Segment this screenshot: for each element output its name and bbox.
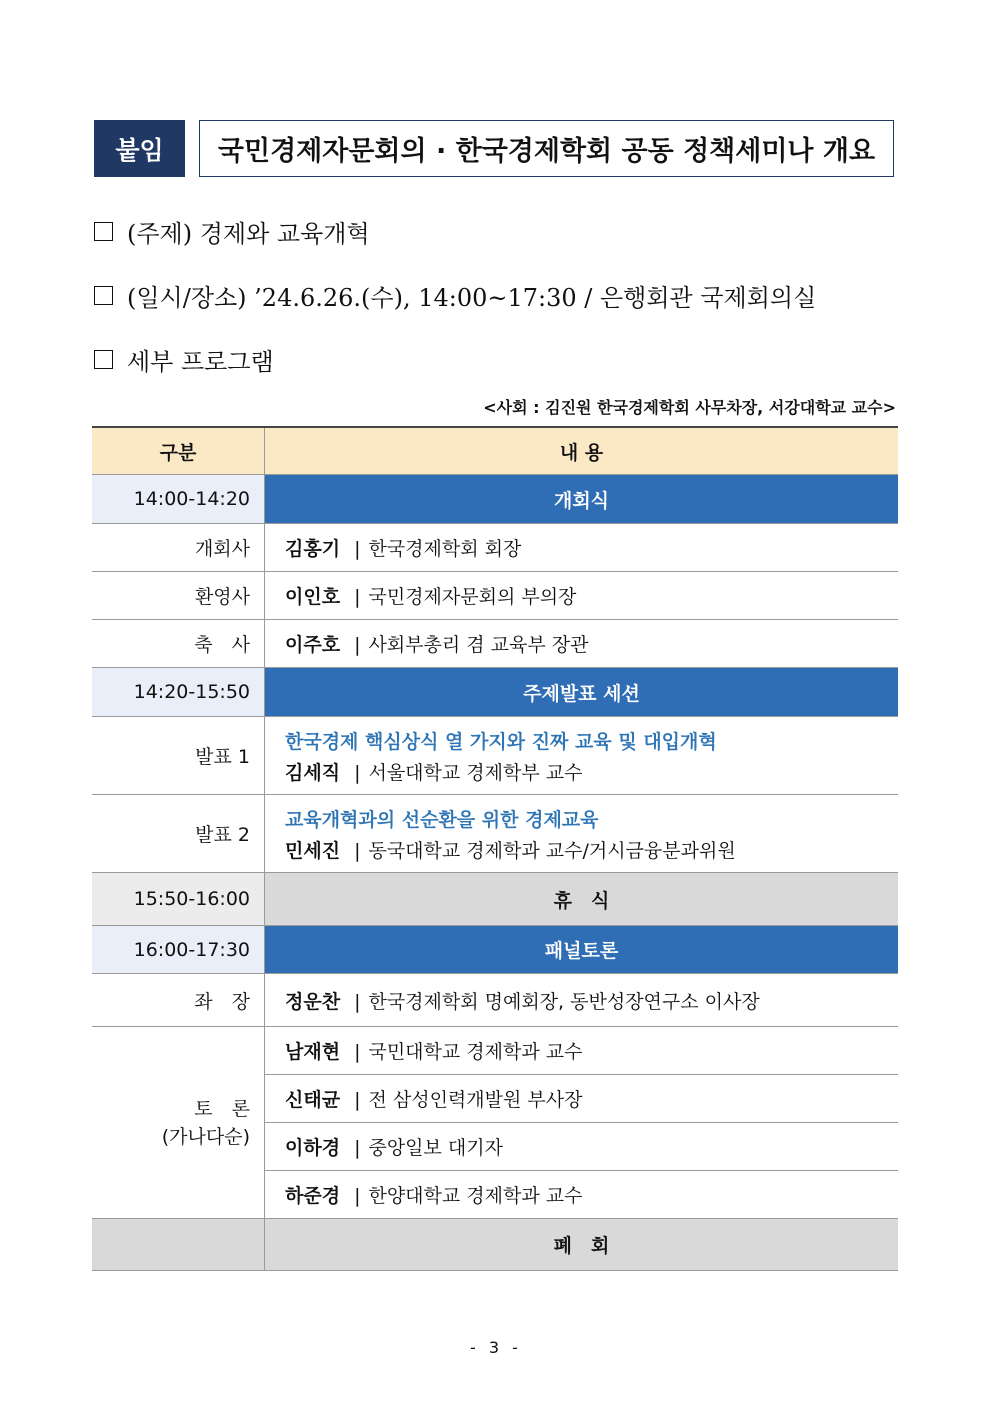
speaker-role: 서울대학교 경제학부 교수 <box>368 761 583 784</box>
presentation-title: 교육개혁과의 선순환을 위한 경제교육 <box>285 808 599 831</box>
header-category: 구분 <box>92 427 265 475</box>
row-content <box>265 620 899 668</box>
speaker-name: 민세진 <box>285 839 341 862</box>
session-section-row <box>92 668 898 717</box>
speaker-name: 정운찬 <box>285 990 341 1013</box>
speaker-name: 김세직 <box>285 761 341 784</box>
row-content <box>265 717 899 795</box>
row-content <box>265 974 899 1027</box>
speaker-name: 김홍기 <box>285 538 341 560</box>
bullet-datetime-text: (일시/장소) ’24.6.26.(수), 14:00~17:30 / 은행회관 국제회의실 <box>127 284 817 312</box>
speaker-role: 사회부총리 겸 교육부 장관 <box>368 634 589 656</box>
header-content: 내 용 <box>265 427 899 475</box>
row-label: 발표 1 <box>92 717 265 795</box>
speaker-role: 국민경제자문회의 부의장 <box>368 586 577 608</box>
speaker-role: 동국대학교 경제학과 교수/거시금융분과위원 <box>368 839 736 862</box>
bullet-program <box>94 342 274 377</box>
row-content <box>265 572 899 620</box>
speaker-name: 이인호 <box>285 586 341 608</box>
panel-section-row <box>92 926 898 974</box>
speaker-name: 하준경 <box>285 1185 341 1207</box>
break-time: 15:50-16:00 <box>92 873 265 926</box>
table-row <box>92 1027 898 1075</box>
speaker-role: 중앙일보 대기자 <box>368 1137 503 1159</box>
checkbox-square-icon <box>94 222 113 241</box>
separator: | <box>354 586 361 608</box>
speaker-role: 한양대학교 경제학과 교수 <box>368 1185 583 1207</box>
discussants-order: (가나다순) <box>161 1125 250 1148</box>
table-header-row <box>92 427 898 475</box>
table-row <box>92 717 898 795</box>
panel-time: 16:00-17:30 <box>92 926 265 974</box>
break-title: 휴 식 <box>265 873 899 926</box>
row-label: 발표 2 <box>92 795 265 873</box>
row-label: 개회사 <box>92 524 265 572</box>
session-time: 14:20-15:50 <box>92 668 265 717</box>
separator: | <box>354 1041 361 1063</box>
row-content <box>265 1123 899 1171</box>
table-row <box>92 974 898 1027</box>
speaker-role: 한국경제학회 회장 <box>368 538 522 560</box>
row-content <box>265 1027 899 1075</box>
separator: | <box>354 839 361 862</box>
opening-title: 개회식 <box>265 475 899 524</box>
separator: | <box>354 761 361 784</box>
bullet-topic-text: (주제) 경제와 교육개혁 <box>127 220 370 248</box>
break-section-row <box>92 873 898 926</box>
row-content <box>265 524 899 572</box>
attachment-badge: 붙임 <box>94 120 185 177</box>
closing-section-row <box>92 1219 898 1271</box>
row-label: 축 사 <box>92 620 265 668</box>
speaker-role: 국민대학교 경제학과 교수 <box>368 1041 583 1063</box>
separator: | <box>354 1185 361 1207</box>
moderator-note: <사회 : 김진원 한국경제학회 사무차장, 서강대학교 교수> <box>483 398 896 417</box>
discussants-label: 토 론 <box>194 1097 250 1120</box>
row-content <box>265 1075 899 1123</box>
separator: | <box>354 634 361 656</box>
table-row <box>92 620 898 668</box>
page-number: - 3 - <box>470 1338 522 1357</box>
session-title: 주제발표 세션 <box>265 668 899 717</box>
checkbox-square-icon <box>94 350 113 369</box>
row-label: 좌 장 <box>92 974 265 1027</box>
separator: | <box>354 1137 361 1159</box>
closing-title: 폐 회 <box>265 1219 899 1271</box>
table-row <box>92 524 898 572</box>
speaker-name: 남재현 <box>285 1041 341 1063</box>
document-title: 국민경제자문회의 · 한국경제학회 공동 정책세미나 개요 <box>199 120 894 177</box>
speaker-name: 이주호 <box>285 634 341 656</box>
program-table <box>92 426 898 1271</box>
attachment-header <box>94 120 894 177</box>
bullet-datetime <box>94 278 816 313</box>
row-label: 환영사 <box>92 572 265 620</box>
table-row <box>92 572 898 620</box>
panel-title: 패널토론 <box>265 926 899 974</box>
separator: | <box>354 990 361 1013</box>
speaker-name: 신태균 <box>285 1089 341 1111</box>
bullet-program-text: 세부 프로그램 <box>127 348 274 376</box>
separator: | <box>354 538 361 560</box>
speaker-role: 한국경제학회 명예회장, 동반성장연구소 이사장 <box>368 990 760 1013</box>
separator: | <box>354 1089 361 1111</box>
checkbox-square-icon <box>94 286 113 305</box>
table-row <box>92 795 898 873</box>
speaker-name: 이하경 <box>285 1137 341 1159</box>
presentation-title: 한국경제 핵심상식 열 가지와 진짜 교육 및 대입개혁 <box>285 730 717 753</box>
row-content <box>265 1171 899 1219</box>
discussants-label-cell <box>92 1027 265 1219</box>
opening-time: 14:00-14:20 <box>92 475 265 524</box>
opening-section-row <box>92 475 898 524</box>
closing-time <box>92 1219 265 1271</box>
speaker-role: 전 삼성인력개발원 부사장 <box>368 1089 583 1111</box>
row-content <box>265 795 899 873</box>
bullet-topic <box>94 214 370 249</box>
